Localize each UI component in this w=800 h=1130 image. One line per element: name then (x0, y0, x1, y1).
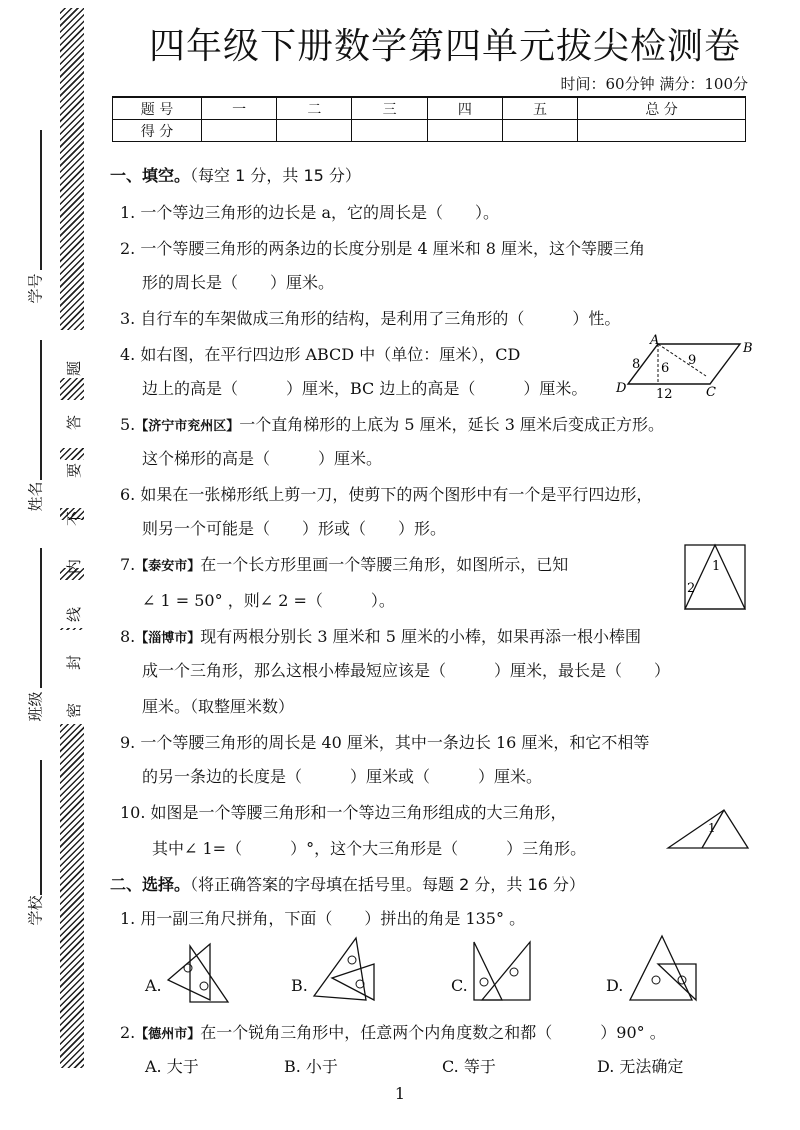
section-1-title: 一、填空。 (110, 166, 191, 185)
angle-2-label: 2 (687, 581, 696, 596)
question-7-source-tag: 【泰安市】 (135, 559, 201, 574)
page-number: 1 (394, 1084, 406, 1103)
question-5-number: 5. (120, 415, 136, 434)
choice-question-1: 1. 用一副三角尺拼角，下面（ ）拼出的角是 135° 。 (120, 909, 526, 928)
rectangle-triangle-figure (684, 544, 746, 610)
student-number-label: 学号 (26, 273, 45, 304)
score-header-cell: 二 (277, 97, 352, 120)
page-title: 四年级下册数学第四单元拔尖检测卷 (148, 26, 741, 67)
question-5-line-2: 这个梯形的高是（ ）厘米。 (142, 449, 383, 468)
score-table-header-row (113, 97, 746, 120)
question-9-line-1: 9. 一个等腰三角形的周长是 40 厘米，其中一条边长 16 厘米，和它不相等 (120, 733, 650, 752)
seal-char: 密 (65, 702, 84, 719)
question-8-line-2: 成一个三角形，那么这根小棒最短应该是（ ）厘米，最长是（ ） (142, 661, 671, 680)
question-6-line-2: 则另一个可能是（ ）形或（ ）形。 (142, 519, 447, 538)
question-2-line-2: 形的周长是（ ）厘米。 (142, 273, 335, 292)
base-12-label: 12 (656, 387, 673, 402)
choice-question-2-text: 在一个锐角三角形中，任意两个内角度数之和都（ ）90° 。 (200, 1023, 666, 1042)
seal-char: 答 (65, 414, 84, 431)
option-d-label[interactable]: D. (606, 976, 624, 995)
question-8-line-1 (120, 624, 641, 647)
question-8-number: 8. (120, 627, 136, 646)
name-label: 姓名 (26, 481, 45, 512)
score-row-label: 得 分 (113, 120, 202, 142)
score-header-cell: 总 分 (578, 97, 746, 120)
student-number-line[interactable] (40, 130, 42, 270)
question-7-line-2: ∠ 1 = 50° ，则∠ 2 =（ ）。 (142, 591, 395, 610)
seal-char: 线 (65, 606, 84, 623)
question-6-line-1: 6. 如果在一张梯形纸上剪一刀，使剪下的两个图形中有一个是平行四边形， (120, 485, 653, 504)
question-1: 1. 一个等边三角形的边长是 a，它的周长是（ ）。 (120, 203, 499, 222)
score-header-cell: 五 (502, 97, 577, 120)
parallelogram-figure (610, 333, 760, 402)
vertex-d-label: D (616, 381, 627, 396)
question-5-source-tag: 【济宁市兖州区】 (135, 419, 240, 434)
score-header-cell: 一 (202, 97, 277, 120)
score-header-cell: 题 号 (113, 97, 202, 120)
angle-1-label: 1 (712, 559, 721, 574)
question-10-line-2: 其中∠ 1=（ ）°，这个大三角形是（ ）三角形。 (152, 839, 587, 858)
seal-char: 题 (65, 360, 84, 377)
section-1-note: （每空 1 分，共 15 分） (190, 166, 361, 185)
option-c-label[interactable]: C. (451, 976, 468, 995)
c2-option-d[interactable]: D. 无法确定 (597, 1057, 684, 1076)
option-b-label[interactable]: B. (291, 976, 308, 995)
score-input-cell[interactable] (578, 120, 746, 142)
c2-option-b[interactable]: B. 小于 (284, 1057, 338, 1076)
question-5-line-1 (120, 412, 664, 435)
section-2-heading (110, 872, 585, 895)
score-input-cell[interactable] (202, 120, 277, 142)
c2-option-c[interactable]: C. 等于 (442, 1057, 496, 1076)
seal-char: 要 (65, 462, 84, 479)
seal-char: 内 (65, 558, 84, 575)
score-input-cell[interactable] (277, 120, 352, 142)
seal-char: 不 (65, 510, 84, 527)
combined-triangle-figure (666, 808, 750, 850)
question-10-line-1: 10. 如图是一个等腰三角形和一个等边三角形组成的大三角形， (120, 803, 567, 822)
choice-question-2 (120, 1020, 666, 1043)
name-line[interactable] (40, 340, 42, 480)
option-a-figure[interactable] (166, 940, 232, 1006)
option-a-label[interactable]: A. (145, 976, 162, 995)
score-header-cell: 三 (352, 97, 427, 120)
height-6-label: 6 (661, 361, 670, 376)
question-3: 3. 自行车的车架做成三角形的结构，是利用了三角形的（ ）性。 (120, 309, 621, 328)
question-4-line-2: 边上的高是（ ）厘米，BC 边上的高是（ ）厘米。 (142, 379, 588, 398)
section-2-note: （将正确答案的字母填在括号里。每题 2 分，共 16 分） (190, 875, 585, 894)
vertex-c-label: C (706, 385, 716, 400)
question-4-line-1: 4. 如右图，在平行四边形 ABCD 中（单位：厘米），CD (120, 345, 521, 364)
section-1-heading (110, 163, 361, 186)
c2-option-a[interactable]: A. 大于 (145, 1057, 199, 1076)
side-9-label: 9 (688, 353, 697, 368)
vertex-b-label: B (743, 341, 753, 356)
score-input-cell[interactable] (502, 120, 577, 142)
side-8-label: 8 (632, 357, 641, 372)
seal-char: 封 (65, 654, 84, 671)
question-2-line-1: 2. 一个等腰三角形的两条边的长度分别是 4 厘米和 8 厘米，这个等腰三角 (120, 239, 646, 258)
choice-question-2-number: 2. (120, 1023, 136, 1042)
question-7-number: 7. (120, 555, 136, 574)
score-table (112, 96, 746, 142)
school-line[interactable] (40, 760, 42, 895)
question-8-source-tag: 【淄博市】 (135, 631, 201, 646)
option-d-figure[interactable] (628, 934, 698, 1004)
question-5-text: 一个直角梯形的上底为 5 厘米，延长 3 厘米后变成正方形。 (239, 415, 664, 434)
option-c-figure[interactable] (472, 938, 532, 1004)
score-table-score-row (113, 120, 746, 142)
school-label: 学校 (26, 895, 45, 926)
exam-meta: 时间：60分钟 满分：100分 (560, 75, 748, 93)
class-line[interactable] (40, 548, 42, 688)
option-b-figure[interactable] (312, 934, 378, 1004)
q10-angle-1-label: 1 (708, 821, 716, 835)
class-label: 班级 (26, 691, 45, 722)
question-7-text: 在一个长方形里画一个等腰三角形，如图所示，已知 (200, 555, 569, 574)
score-input-cell[interactable] (352, 120, 427, 142)
question-7-line-1 (120, 552, 568, 575)
score-header-cell: 四 (427, 97, 502, 120)
question-8-text: 现有两根分别长 3 厘米和 5 厘米的小棒，如果再添一根小棒围 (200, 627, 641, 646)
section-2-title: 二、选择。 (110, 875, 191, 894)
question-8-line-3: 厘米。（取整厘米数） (142, 697, 295, 716)
question-9-line-2: 的另一条边的长度是（ ）厘米或（ ）厘米。 (142, 767, 543, 786)
score-input-cell[interactable] (427, 120, 502, 142)
vertex-a-label: A (650, 333, 660, 348)
choice-question-2-source-tag: 【德州市】 (135, 1027, 201, 1042)
